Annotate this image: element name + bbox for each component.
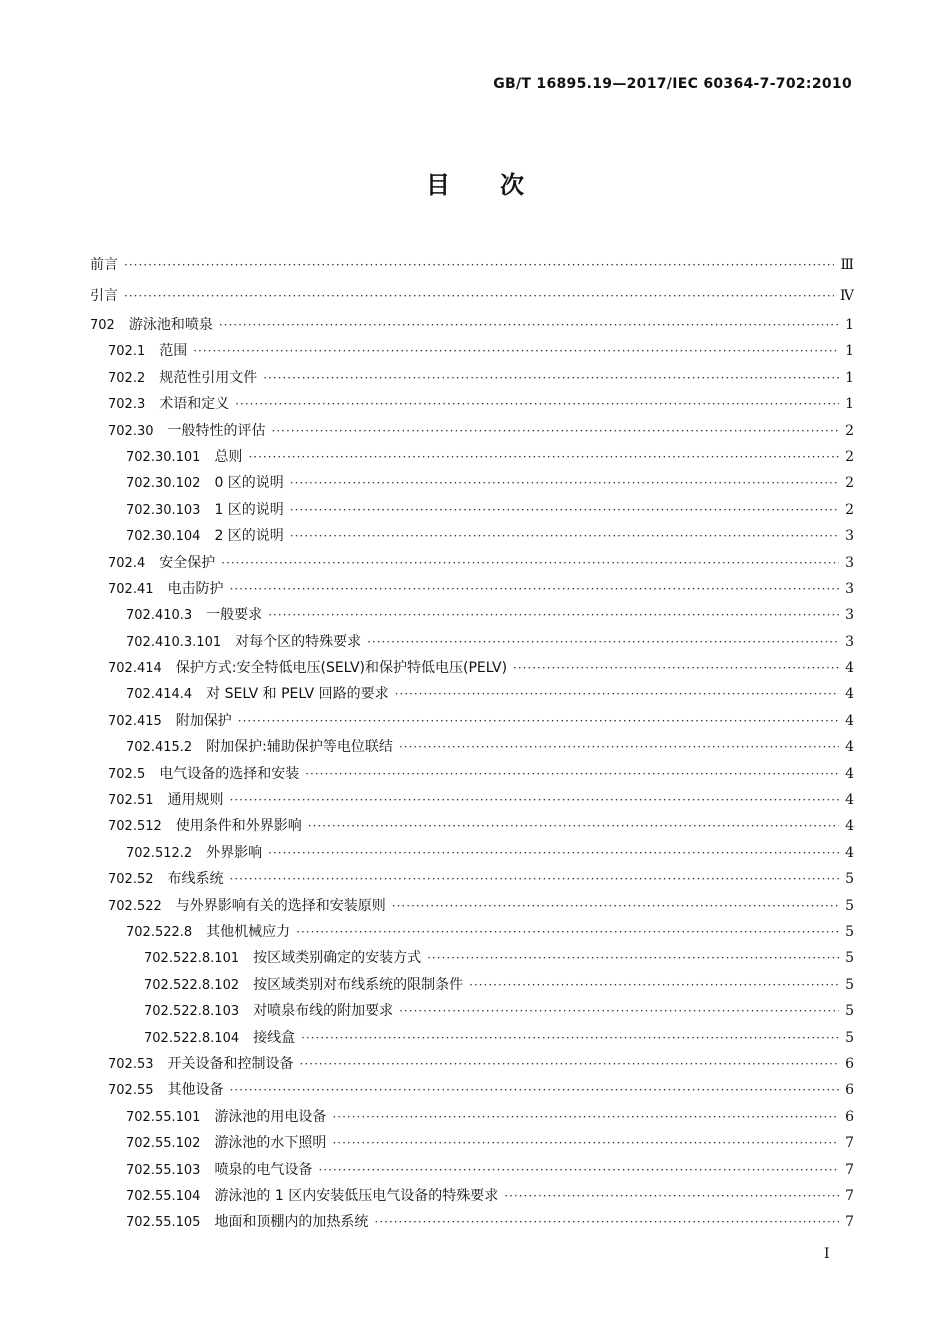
toc-entry-title: 总则 — [214, 448, 243, 465]
dot-leader — [504, 1183, 839, 1209]
dot-leader — [238, 708, 839, 734]
toc-entry-title: 对每个区的特殊要求 — [235, 633, 362, 650]
toc-entry-title: 其他设备 — [167, 1082, 224, 1099]
toc-entry-title: 对 SELV 和 PELV 回路的要求 — [206, 686, 389, 703]
toc-entry[interactable] — [90, 1025, 854, 1051]
toc-entry[interactable] — [90, 893, 854, 919]
toc-entry-page: 1 — [845, 396, 854, 413]
toc-entry-title: 对喷泉布线的附加要求 — [253, 1003, 394, 1020]
dot-leader — [230, 787, 840, 813]
dot-leader — [332, 1130, 839, 1156]
toc-entry-number: 702.522 — [108, 898, 162, 914]
toc-entry[interactable] — [90, 602, 854, 628]
toc-entry[interactable] — [90, 497, 854, 523]
toc-entry-number: 702.415.2 — [126, 740, 193, 756]
toc-entry[interactable] — [90, 312, 854, 338]
toc-entry[interactable] — [90, 945, 854, 971]
toc-entry-number: 702.52 — [108, 872, 154, 888]
dot-leader — [235, 391, 839, 417]
toc-entry-number: 702.414.4 — [126, 687, 193, 703]
toc-entry-title: 开关设备和控制设备 — [167, 1055, 294, 1072]
toc-entry[interactable] — [90, 787, 854, 813]
toc-entry-number: 702.51 — [108, 793, 154, 809]
dot-leader — [427, 945, 839, 971]
dot-leader — [219, 312, 839, 338]
dot-leader — [367, 629, 839, 655]
toc-entry-page: 2 — [845, 422, 854, 439]
toc-entry-title: 引言 — [90, 288, 118, 304]
toc-entry-number: 702.512 — [108, 819, 162, 835]
dot-leader — [374, 1209, 839, 1235]
toc-entry-number: 702.55.103 — [126, 1162, 201, 1178]
toc-entry-title: 喷泉的电气设备 — [214, 1161, 313, 1178]
toc-entry-number: 702.410.3 — [126, 608, 193, 624]
toc-entry-title: 外界影响 — [206, 844, 263, 861]
toc-entry[interactable] — [90, 338, 854, 364]
standard-code-header: GB/T 16895.19—2017/IEC 60364-7-702:2010 — [493, 76, 852, 92]
toc-entry-number: 702.55.102 — [126, 1136, 201, 1152]
toc-entry-page: 2 — [845, 448, 854, 465]
toc-entry[interactable] — [90, 655, 854, 681]
dot-leader — [248, 444, 839, 470]
toc-entry-title: 0 区的说明 — [214, 475, 284, 492]
toc-entry[interactable] — [90, 1130, 854, 1156]
toc-entry-title: 地面和顶棚内的加热系统 — [214, 1214, 369, 1231]
toc-entry-number: 702.415 — [108, 713, 162, 729]
toc-entry-number: 702.522.8.103 — [144, 1004, 240, 1020]
dot-leader — [399, 998, 839, 1024]
toc-entry-number: 702.30.103 — [126, 502, 201, 518]
dot-leader — [332, 1104, 839, 1130]
dot-leader — [268, 840, 839, 866]
toc-entry[interactable] — [90, 840, 854, 866]
dot-leader — [230, 1077, 840, 1103]
toc-entry-title: 规范性引用文件 — [159, 369, 258, 386]
toc-entry[interactable] — [90, 1157, 854, 1183]
toc-entry-page: 5 — [845, 950, 854, 967]
toc-entry-title: 一般特性的评估 — [167, 422, 266, 439]
toc-entry[interactable] — [90, 523, 854, 549]
toc-entry-title: 电击防护 — [167, 580, 224, 597]
toc-entry[interactable] — [90, 1051, 854, 1077]
toc-entry-page: 5 — [845, 897, 854, 914]
toc-entry-title: 与外界影响有关的选择和安装原则 — [175, 897, 386, 914]
dot-leader — [308, 813, 839, 839]
toc-entry-title: 其他机械应力 — [206, 923, 291, 940]
toc-entry-page: 4 — [845, 712, 854, 729]
dot-leader — [290, 470, 839, 496]
toc-entry-number: 702.414 — [108, 661, 162, 677]
toc-entry-page: 3 — [845, 607, 854, 624]
toc-entry-page: Ⅲ — [840, 257, 854, 273]
toc-entry-page: 5 — [845, 1029, 854, 1046]
toc-entry-page: 4 — [845, 818, 854, 835]
toc-entry-page: 6 — [845, 1108, 854, 1125]
toc-entry-title: 术语和定义 — [159, 396, 230, 413]
toc-entry[interactable] — [90, 576, 854, 602]
dot-leader — [124, 250, 834, 281]
dot-leader — [305, 761, 839, 787]
toc-entry-page: 1 — [845, 343, 854, 360]
toc-entry-title: 附加保护 — [175, 712, 232, 729]
toc-entry[interactable] — [90, 708, 854, 734]
toc-entry-page: 3 — [845, 528, 854, 545]
dot-leader — [193, 338, 839, 364]
toc-entry-number: 702.522.8 — [126, 924, 193, 940]
toc-entry-page: 1 — [845, 369, 854, 386]
toc-entry-number: 702.512.2 — [126, 845, 193, 861]
toc-entry-page: 1 — [845, 317, 854, 333]
toc-entry-page: 6 — [845, 1082, 854, 1099]
dot-leader — [268, 602, 839, 628]
toc-entry-page: 5 — [845, 976, 854, 993]
toc-entry[interactable] — [90, 470, 854, 496]
dot-leader — [124, 281, 834, 312]
toc-entry-number: 702.53 — [108, 1056, 154, 1072]
toc-entry-page: 2 — [845, 501, 854, 518]
toc-entry-title: 游泳池的用电设备 — [214, 1108, 327, 1125]
toc-entry-page: 7 — [845, 1214, 854, 1231]
toc-entry-page: 5 — [845, 871, 854, 888]
toc-entry[interactable] — [90, 813, 854, 839]
toc-entry-page: 3 — [845, 554, 854, 571]
toc-entry[interactable] — [90, 629, 854, 655]
dot-leader — [230, 576, 840, 602]
toc-entry[interactable] — [90, 681, 854, 707]
dot-leader — [272, 418, 840, 444]
toc-entry-number: 702.522.8.104 — [144, 1030, 240, 1046]
toc-entry-number: 702 — [90, 318, 115, 333]
toc-entry-title: 接线盒 — [253, 1029, 296, 1046]
toc-entry-page: 4 — [845, 686, 854, 703]
toc-entry-number: 702.55 — [108, 1083, 154, 1099]
toc-entry-page: 6 — [845, 1055, 854, 1072]
toc-entry-title: 附加保护:辅助保护等电位联结 — [206, 739, 393, 756]
dot-leader — [469, 972, 839, 998]
toc-entry-number: 702.522.8.102 — [144, 977, 240, 993]
dot-leader — [263, 365, 839, 391]
toc-entry-page: 5 — [845, 923, 854, 940]
toc-entry-number: 702.522.8.101 — [144, 951, 240, 967]
toc-entry[interactable] — [90, 998, 854, 1024]
toc-entry[interactable] — [90, 1104, 854, 1130]
toc-entry-title: 安全保护 — [159, 554, 216, 571]
toc-entry[interactable] — [90, 281, 854, 312]
toc-entry[interactable] — [90, 866, 854, 892]
toc-entry[interactable] — [90, 250, 854, 281]
toc-entry-number: 702.30 — [108, 423, 154, 439]
toc-entry-page: 4 — [845, 792, 854, 809]
toc-entry-page: 5 — [845, 1003, 854, 1020]
toc-entry-number: 702.55.105 — [126, 1215, 201, 1231]
toc-entry-title: 电气设备的选择和安装 — [159, 765, 300, 782]
toc-entry-number: 702.55.101 — [126, 1109, 201, 1125]
toc-entry-number: 702.4 — [108, 555, 146, 571]
toc-entry-page: 4 — [845, 739, 854, 756]
dot-leader — [290, 523, 839, 549]
dot-leader — [221, 550, 839, 576]
toc-entry-title: 2 区的说明 — [214, 528, 284, 545]
toc-entry-number: 702.41 — [108, 581, 154, 597]
toc-entry-page: 7 — [845, 1135, 854, 1152]
page-number: I — [824, 1246, 830, 1262]
toc-entry[interactable] — [90, 365, 854, 391]
toc-entry[interactable] — [90, 972, 854, 998]
dot-leader — [513, 655, 839, 681]
toc-entry-title: 游泳池的 1 区内安装低压电气设备的特殊要求 — [214, 1187, 499, 1204]
toc-entry-number: 702.410.3.101 — [126, 634, 222, 650]
dot-leader — [301, 1025, 839, 1051]
toc-entry-page: 4 — [845, 844, 854, 861]
toc-entry[interactable] — [90, 919, 854, 945]
toc-entry[interactable] — [90, 734, 854, 760]
toc-entry-page: 7 — [845, 1161, 854, 1178]
toc-entry-page: 4 — [845, 765, 854, 782]
toc-entry-title: 保护方式:安全特低电压(SELV)和保护特低电压(PELV) — [175, 660, 508, 677]
toc-entry-page: Ⅳ — [840, 288, 854, 304]
toc-entry-page: 3 — [845, 580, 854, 597]
toc-entry-title: 游泳池和喷泉 — [128, 317, 213, 333]
toc-entry-title: 范围 — [159, 343, 188, 360]
toc-entry[interactable] — [90, 391, 854, 417]
toc-entry-title: 布线系统 — [167, 871, 224, 888]
toc-entry[interactable] — [90, 444, 854, 470]
toc-entry-number: 702.30.102 — [126, 476, 201, 492]
toc-entry-title: 1 区的说明 — [214, 501, 284, 518]
toc-entry-number: 702.2 — [108, 370, 146, 386]
dot-leader — [318, 1157, 839, 1183]
dot-leader — [300, 1051, 840, 1077]
toc-entry[interactable] — [90, 1209, 854, 1235]
toc-entry[interactable] — [90, 1183, 854, 1209]
toc-entry-page: 7 — [845, 1187, 854, 1204]
toc-entry-title: 按区域类别对布线系统的限制条件 — [253, 976, 464, 993]
toc-entry-title: 游泳池的水下照明 — [214, 1135, 327, 1152]
toc-entry-number: 702.30.101 — [126, 449, 201, 465]
toc-entry-title: 一般要求 — [206, 607, 263, 624]
toc-entry[interactable] — [90, 418, 854, 444]
dot-leader — [392, 893, 839, 919]
toc-title: 目次 — [426, 171, 574, 199]
toc-entry[interactable] — [90, 761, 854, 787]
table-of-contents — [90, 250, 854, 1236]
dot-leader — [290, 497, 839, 523]
toc-entry-title: 使用条件和外界影响 — [175, 818, 302, 835]
toc-entry-page: 3 — [845, 633, 854, 650]
toc-entry-title: 通用规则 — [167, 792, 224, 809]
dot-leader — [399, 734, 839, 760]
toc-entry[interactable] — [90, 550, 854, 576]
toc-entry-title: 按区域类别确定的安装方式 — [253, 950, 422, 967]
dot-leader — [230, 866, 840, 892]
toc-entry[interactable] — [90, 1077, 854, 1103]
toc-entry-number: 702.30.104 — [126, 529, 201, 545]
toc-entry-page: 4 — [845, 660, 854, 677]
toc-entry-number: 702.1 — [108, 344, 146, 360]
toc-entry-number: 702.3 — [108, 397, 146, 413]
toc-entry-page: 2 — [845, 475, 854, 492]
dot-leader — [296, 919, 839, 945]
toc-entry-title: 前言 — [90, 257, 118, 273]
dot-leader — [395, 681, 839, 707]
toc-entry-number: 702.5 — [108, 766, 146, 782]
toc-entry-number: 702.55.104 — [126, 1188, 201, 1204]
